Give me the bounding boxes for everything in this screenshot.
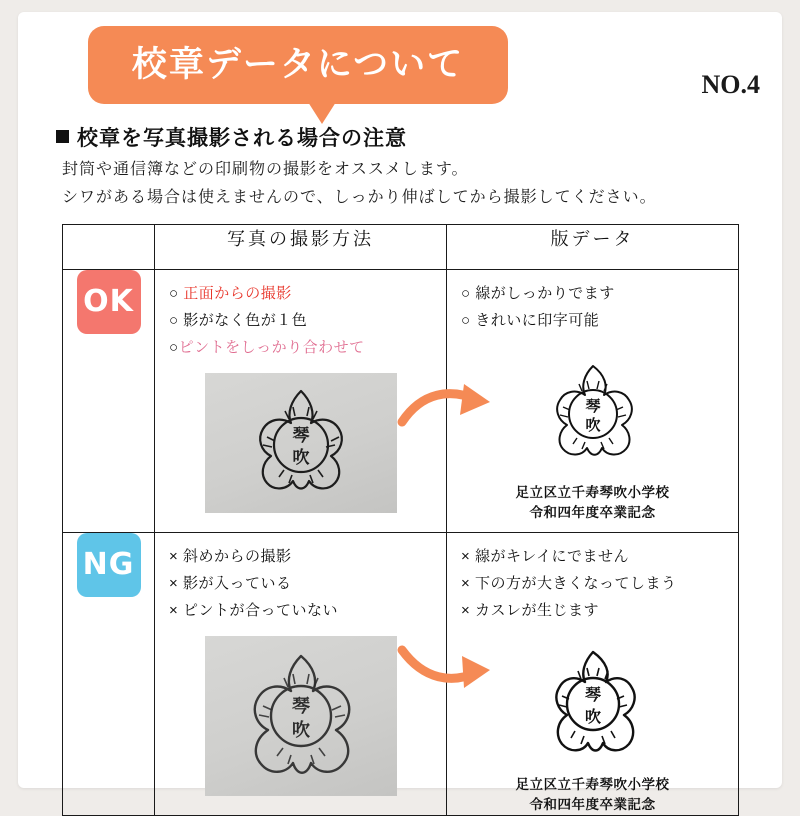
list-item: ○ きれいに印字可能 <box>461 312 600 329</box>
document-header <box>18 12 782 124</box>
list-item: × カスレが生じます <box>461 602 599 619</box>
photo-notes-ng <box>169 543 436 624</box>
crest-vector-ok <box>503 350 683 478</box>
note-text: 線がしっかりでます <box>475 285 615 302</box>
caption-line-1: 足立区立千寿琴吹小学校 <box>515 777 670 793</box>
section-heading <box>56 122 407 152</box>
note-text: 下の方が大きくなってしまう <box>474 575 677 592</box>
svg-text:琴: 琴 <box>292 426 309 446</box>
list-item: × 線がキレイにでません <box>461 548 630 565</box>
data-notes-ng <box>461 543 728 624</box>
crest-caption-ng <box>447 775 738 815</box>
list-item: ○ 正面からの撮影 <box>169 285 292 302</box>
data-notes-ok <box>461 280 728 334</box>
note-text: 影が入っている <box>182 575 292 592</box>
badge-cell-ng <box>63 533 155 816</box>
svg-text:琴: 琴 <box>291 696 310 717</box>
list-item: ○ピントをしっかり合わせて <box>169 339 365 356</box>
bubble-tail <box>308 102 336 124</box>
note-text: きれいに印字可能 <box>475 312 600 329</box>
comparison-table <box>62 224 739 816</box>
table-header-row <box>63 225 739 270</box>
header-photo-method: 写真の撮影方法 <box>155 225 447 270</box>
svg-text:吹: 吹 <box>291 720 310 741</box>
svg-text:吹: 吹 <box>584 707 601 726</box>
crest-vector-ng <box>503 640 683 770</box>
svg-text:琴: 琴 <box>584 397 601 415</box>
note-text: 斜めからの撮影 <box>182 548 292 565</box>
caption-line-2: 令和四年度卒業記念 <box>529 505 656 521</box>
note-text: ピントをしっかり合わせて <box>178 339 365 356</box>
note-text: 線がキレイにでません <box>474 548 630 565</box>
list-item: ○ 影がなく色が１色 <box>169 312 308 329</box>
badge-cell-ok <box>63 270 155 533</box>
list-item: × ピントが合っていない <box>169 602 338 619</box>
list-item: × 影が入っている <box>169 575 292 592</box>
intro-text <box>62 156 762 212</box>
header-blank <box>63 225 155 270</box>
note-text: カスレが生じます <box>474 602 599 619</box>
svg-text:吹: 吹 <box>292 448 309 468</box>
svg-text:琴: 琴 <box>584 685 601 704</box>
page-number: NO.4 <box>701 70 760 99</box>
status-badge-ok: OK <box>77 270 141 334</box>
crest-caption-ok <box>447 483 738 523</box>
caption-line-1: 足立区立千寿琴吹小学校 <box>515 485 670 501</box>
intro-line-2: シワがある場合は使えませんので、しっかり伸ばしてから撮影してください。 <box>62 189 657 206</box>
section-heading-text: 校章を写真撮影される場合の注意 <box>77 127 407 150</box>
note-text: 影がなく色が１色 <box>183 312 308 329</box>
arrow-right-icon-ng <box>398 634 498 690</box>
photo-sample-ok <box>205 373 397 513</box>
photo-sample-ng <box>205 636 397 796</box>
svg-text:吹: 吹 <box>584 416 601 434</box>
list-item: × 下の方が大きくなってしまう <box>461 575 677 592</box>
note-text: ピントが合っていない <box>182 602 338 619</box>
note-text: 正面からの撮影 <box>183 285 292 302</box>
list-item: ○ 線がしっかりでます <box>461 285 615 302</box>
document-page <box>18 12 782 813</box>
photo-notes-ok <box>169 280 436 361</box>
square-bullet-icon <box>56 130 69 143</box>
header-vector-data: 版データ <box>447 225 739 270</box>
arrow-right-icon-ok <box>398 382 498 438</box>
caption-line-2: 令和四年度卒業記念 <box>529 797 656 813</box>
list-item: × 斜めからの撮影 <box>169 548 292 565</box>
intro-line-1: 封筒や通信簿などの印刷物の撮影をオススメします。 <box>62 161 469 178</box>
status-badge-ng: NG <box>77 533 141 597</box>
page-title: 校章データについて <box>131 45 465 85</box>
title-bubble <box>88 26 508 104</box>
